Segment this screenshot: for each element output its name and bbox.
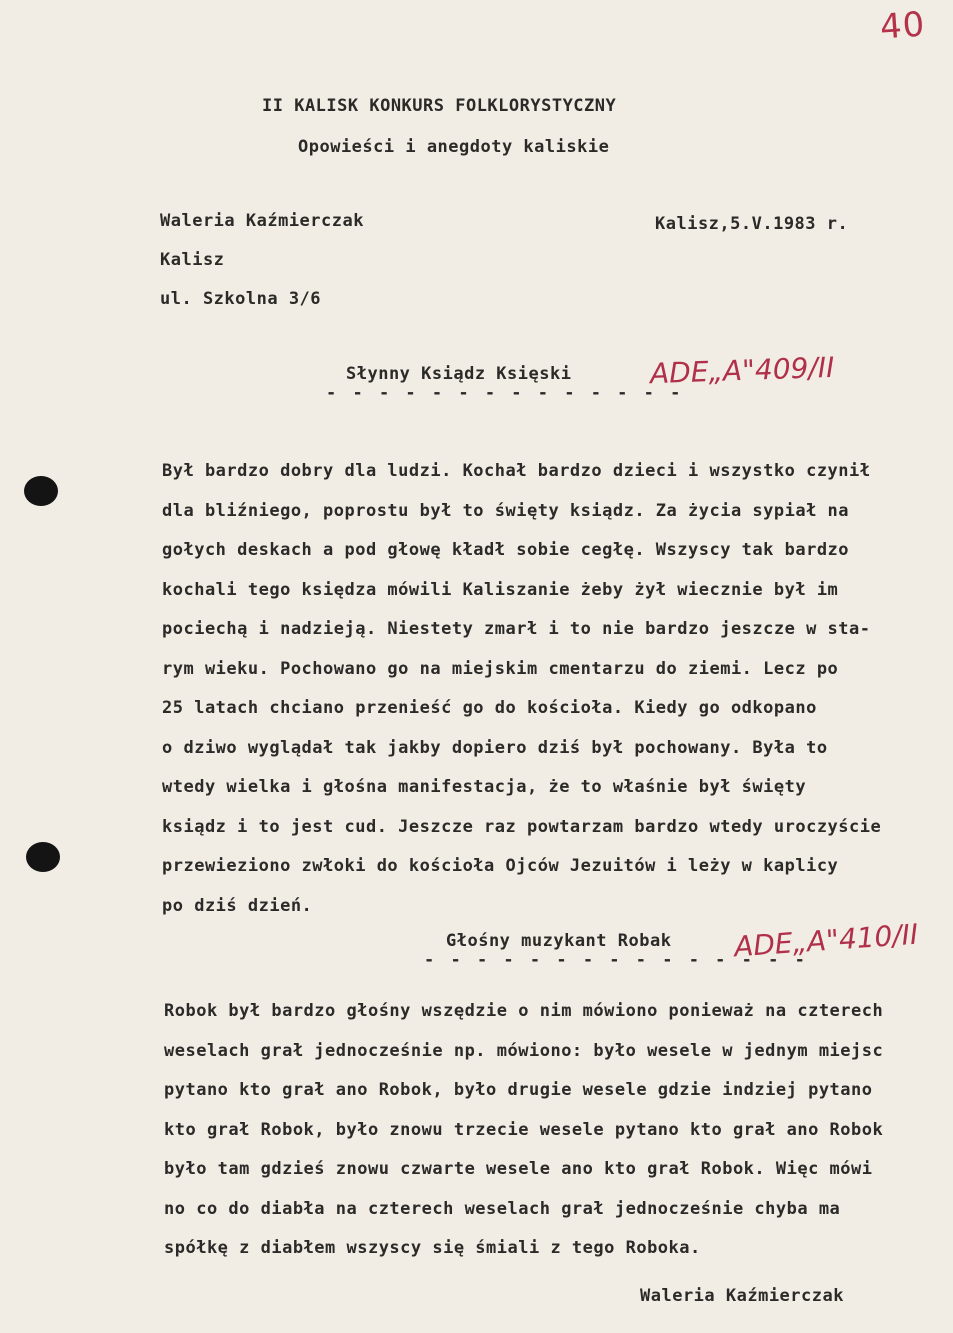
archive-mark: ADE„A"409/II	[649, 350, 835, 391]
title-underline: - - - - - - - - - - - - - -	[326, 383, 684, 403]
archive-mark: ADE„A"410/II	[733, 917, 920, 964]
text-line: po dziś dzień.	[162, 895, 313, 916]
story-title: Głośny muzykant Robak	[446, 931, 672, 951]
text-line: kochali tego księdza mówili Kaliszanie żeby żył wiecznie był im	[162, 579, 839, 600]
author-street: ul. Szkolna 3/6	[160, 289, 322, 309]
text-line: o dziwo wyglądał tak jakby dopiero dziś był pochowany. Była to	[162, 737, 828, 758]
contest-title: II KALISK KONKURS FOLKLORYSTYCZNY	[262, 96, 617, 116]
author-name: Waleria Kaźmierczak	[160, 211, 364, 231]
text-line: rym wieku. Pochowano go na miejskim cmentarzu do ziemi. Lecz po	[162, 658, 839, 679]
punch-hole	[26, 842, 60, 872]
text-line: kto grał Robok, było znowu trzecie wesele pytano kto grał ano Robok	[164, 1119, 884, 1140]
place-date: Kalisz,5.V.1983 r.	[655, 214, 849, 234]
text-line: 25 latach chciano przenieść go do kościoła. Kiedy go odkopano	[162, 698, 817, 718]
text-line: przewieziono zwłoki do kościoła Ojców Jezuitów i leży w kaplicy	[162, 856, 839, 876]
page-number: 40	[878, 4, 927, 48]
text-line: weselach grał jednocześnie np. mówiono: było wesele w jednym miejsc	[164, 1040, 884, 1061]
signature: Waleria Kaźmierczak	[640, 1286, 844, 1306]
text-line: pociechą i nadzieją. Niestety zmarł i to nie bardzo jeszcze w sta-	[162, 619, 871, 639]
text-line: no co do diabła na czterech weselach grał jednocześnie chyba ma	[164, 1198, 841, 1219]
text-line: ksiądz i to jest cud. Jeszcze raz powtarzam bardzo wtedy uroczyście	[162, 816, 882, 837]
text-line: było tam gdzieś znowu czwarte wesele ano kto grał Robok. Więc mówi	[164, 1159, 873, 1179]
punch-hole	[24, 476, 58, 506]
text-line: pytano kto grał ano Robok, było drugie wesele gdzie indziej pytano	[164, 1080, 873, 1100]
text-line: Robok był bardzo głośny wszędzie o nim mówiono ponieważ na czterech	[164, 1001, 884, 1021]
collection-subtitle: Opowieści i anegdoty kaliskie	[298, 137, 610, 157]
text-line: dla bliźniego, poprostu był to święty ksiądz. Za życia sypiał na	[162, 500, 850, 521]
text-line: gołych deskach a pod głowę kładł sobie cegłę. Wszyscy tak bardzo	[162, 540, 850, 560]
text-line: wtedy wielka i głośna manifestacja, że to właśnie był święty	[162, 777, 807, 797]
title-underline: - - - - - - - - - - - - - - -	[424, 950, 808, 970]
text-line: spółkę z diabłem wszyscy się śmiali z tego Roboka.	[164, 1238, 701, 1258]
author-city: Kalisz	[160, 250, 225, 270]
story-text	[164, 992, 883, 1269]
text-line: Był bardzo dobry dla ludzi. Kochał bardzo dzieci i wszystko czynił	[162, 461, 871, 481]
story-title: Słynny Ksiądz Księski	[346, 364, 572, 384]
story-text	[162, 452, 881, 926]
